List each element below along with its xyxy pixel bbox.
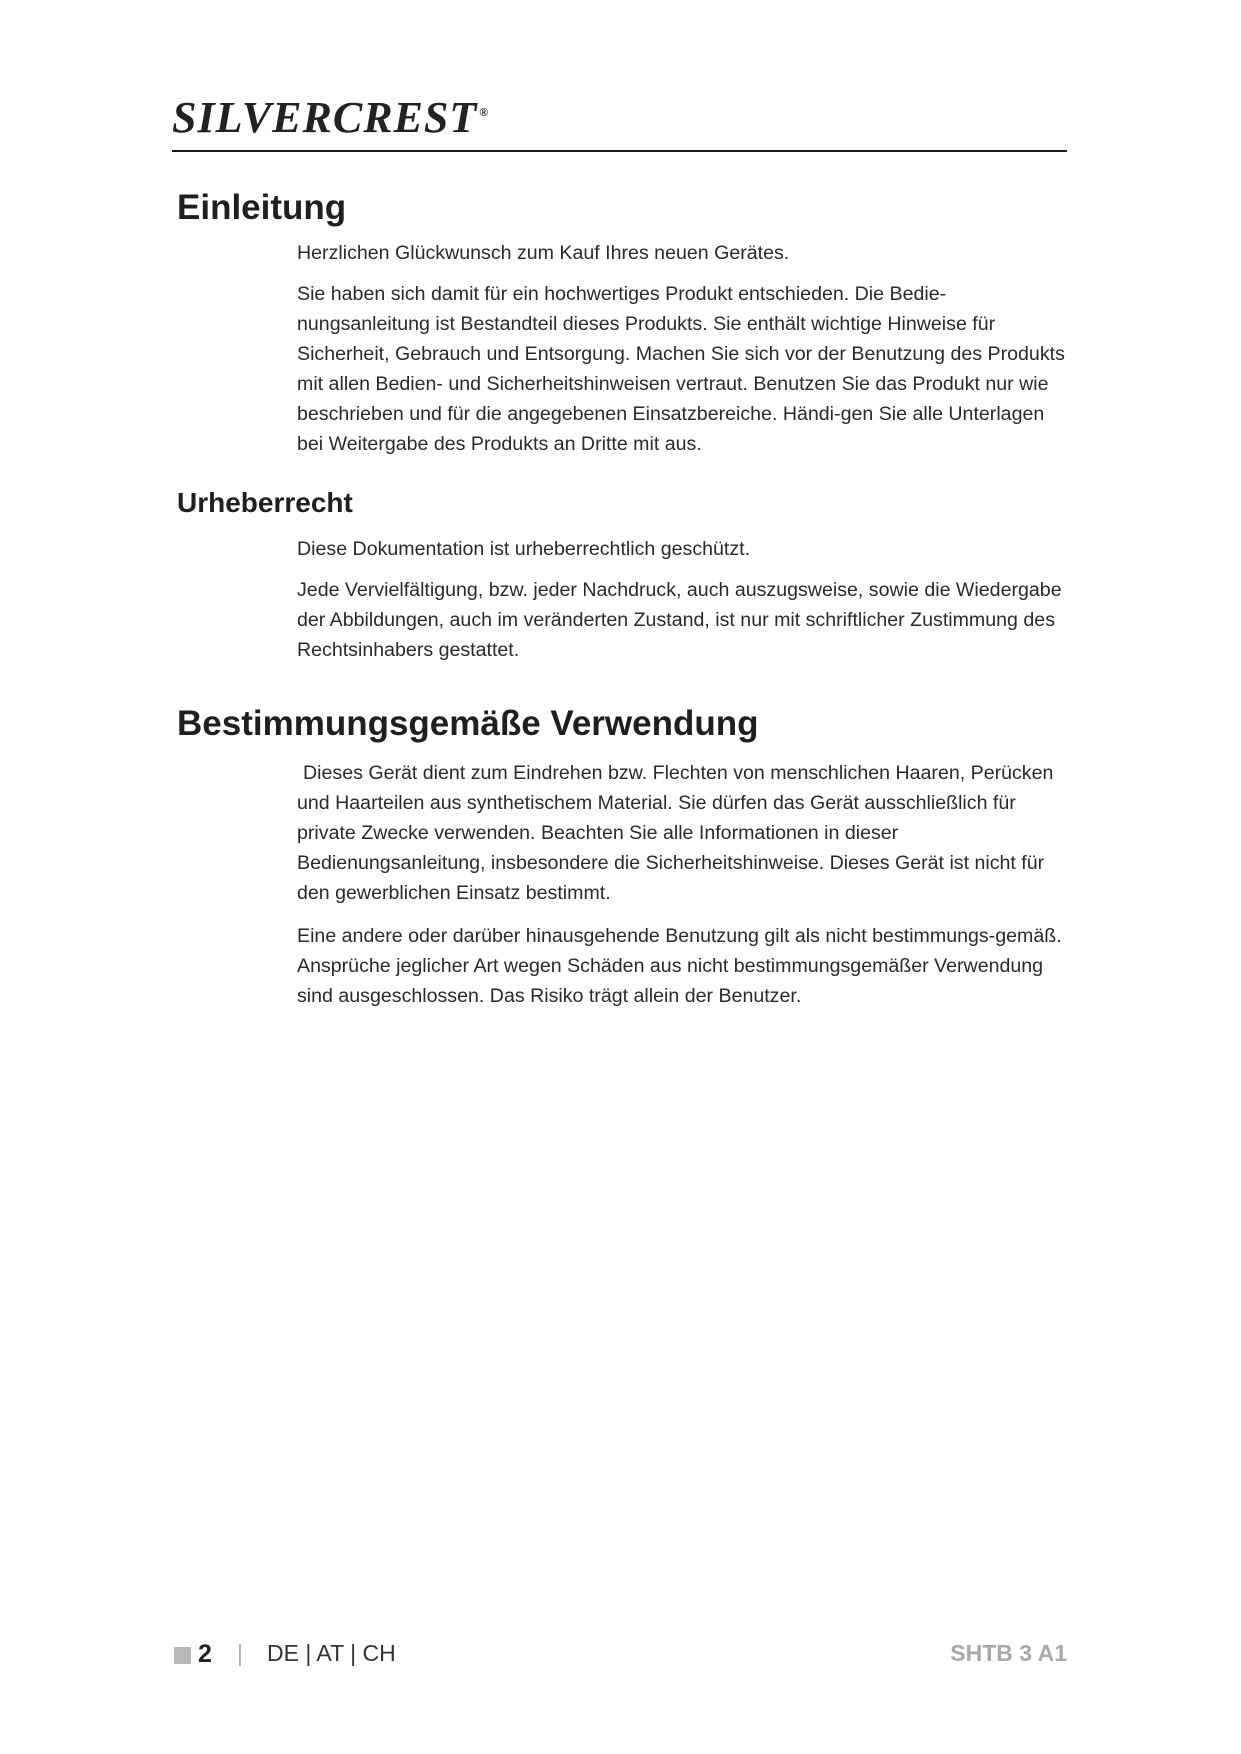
registered-mark: ®: [479, 105, 490, 120]
footer-languages: DE | AT | CH: [267, 1640, 396, 1666]
paragraph-urheberrecht-2: Jede Vervielfältigung, bzw. jeder Nachdruck, auch auszugsweise, sowie die Wiedergabe der Abbildungen, auch im veränderten Zustand, ist nur mit schriftlicher Zustimmung des Rechtsinhabers gestattet.: [297, 579, 1062, 661]
footer-square-marker: [174, 1647, 191, 1664]
brand-name: SILVERCREST: [172, 93, 478, 142]
header-divider: [172, 150, 1067, 152]
section-title-urheberrecht: Urheberrecht: [177, 487, 353, 518]
paragraph-verwendung-2: Eine andere oder darüber hinausgehende Benutzung gilt als nicht bestimmungs-gemäß. Ansprüche jeglicher Art wegen Schäden aus nicht bestimmungsgemäßer Verwendung sind ausgeschlossen. Das Risiko trägt allein der Benutzer.: [297, 925, 1062, 1007]
section-title-verwendung: Bestimmungsgemäße Verwendung: [177, 704, 759, 743]
brand-logo: [172, 92, 489, 143]
footer-separator: |: [237, 1640, 243, 1666]
page-footer: [172, 1638, 1067, 1674]
model-number: SHTB 3 A1: [950, 1640, 1067, 1666]
paragraph-verwendung-1: Dieses Gerät dient zum Eindrehen bzw. Flechten von menschlichen Haaren, Perücken und Haarteilen aus synthetischem Material. Sie dürfen das Gerät ausschließlich für private Zwecke verwenden. Beachten Sie alle Informationen in dieser Bedienungsanleitung, insbesondere die Sicherheitshinweise. Dieses Gerät ist nicht für den gewerblichen Einsatz bestimmt.: [297, 762, 1054, 904]
paragraph-urheberrecht-1: Diese Dokumentation ist urheberrechtlich geschützt.: [297, 538, 751, 560]
section-title-einleitung: Einleitung: [177, 188, 347, 227]
page-number: 2: [198, 1640, 212, 1668]
paragraph-einleitung-2: Sie haben sich damit für ein hochwertiges Produkt entschieden. Die Bedie-nungsanleitung ist Bestandteil dieses Produkts. Sie enthält wichtige Hinweise für Sicherheit, Gebrauch und Entsorgung. Machen Sie sich vor der Benutzung des Produkts mit allen Bedien- und Sicherheitshinweisen vertraut. Benutzen Sie das Produkt nur wie beschrieben und für die angegebenen Einsatzbereiche. Händi-gen Sie alle Unterlagen bei Weitergabe des Produkts an Dritte mit aus.: [297, 283, 1065, 455]
paragraph-einleitung-1: Herzlichen Glückwunsch zum Kauf Ihres neuen Gerätes.: [297, 242, 790, 264]
